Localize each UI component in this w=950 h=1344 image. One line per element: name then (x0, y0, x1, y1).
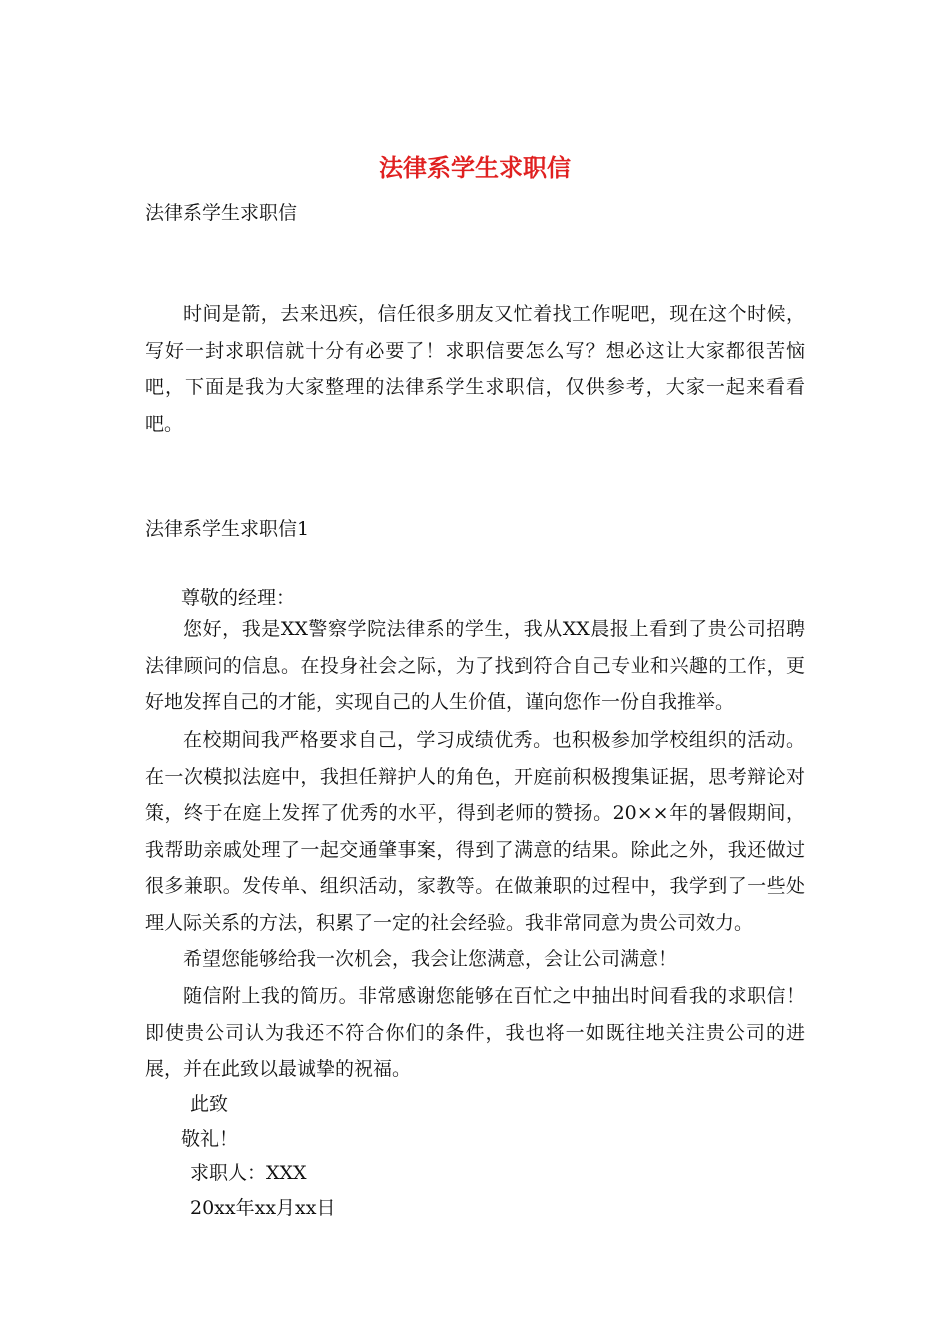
letter-date: 20xx年xx月xx日 (190, 1197, 336, 1219)
letter-closing-salute: 敬礼！ (181, 1128, 239, 1150)
document-subtitle: 法律系学生求职信 (145, 202, 298, 224)
letter-paragraph: 随信附上我的简历。非常感谢您能够在百忙之中抽出时间看我的求职信！即使贵公司认为我还不符合你们的条件，我也将一如既往地关注贵公司的进展，并在此致以最诚挚的祝福。 (145, 985, 805, 1080)
letter-paragraph: 希望您能够给我一次机会，我会让您满意，会让公司满意！ (183, 948, 678, 970)
section-heading: 法律系学生求职信1 (145, 518, 310, 540)
letter-signature: 求职人：XXX (190, 1162, 307, 1184)
letter-paragraph: 在校期间我严格要求自己，学习成绩优秀。也积极参加学校组织的活动。在一次模拟法庭中，我担任辩护人的角色，开庭前积极搜集证据，思考辩论对策，终于在庭上发挥了优秀的水平，得到老师的赞扬。20××年的暑假期间，我帮助亲戚处理了一起交通肇事案，得到了满意的结果。除此之外，我还做过很多兼职。发传单、组织活动，家教等。在做兼职的过程中，我学到了一些处理人际关系的方法，积累了一定的社会经验。我非常同意为贵公司效力。 (145, 729, 805, 934)
letter-salutation: 尊敬的经理： (181, 587, 296, 609)
intro-paragraph: 时间是箭，去来迅疾，信任很多朋友又忙着找工作呢吧，现在这个时候，写好一封求职信就十分有必要了！求职信要怎么写？想必这让大家都很苦恼吧，下面是我为大家整理的法律系学生求职信，仅供参考，大家一起来看看吧。 (145, 303, 805, 435)
document-title: 法律系学生求职信 (379, 153, 571, 182)
letter-closing: 此致 (190, 1093, 229, 1115)
letter-paragraph: 您好，我是XX警察学院法律系的学生，我从XX晨报上看到了贵公司招聘法律顾问的信息。在投身社会之际，为了找到符合自己专业和兴趣的工作，更好地发挥自己的才能，实现自己的人生价值，谨向您作一份自我推举。 (145, 618, 805, 713)
